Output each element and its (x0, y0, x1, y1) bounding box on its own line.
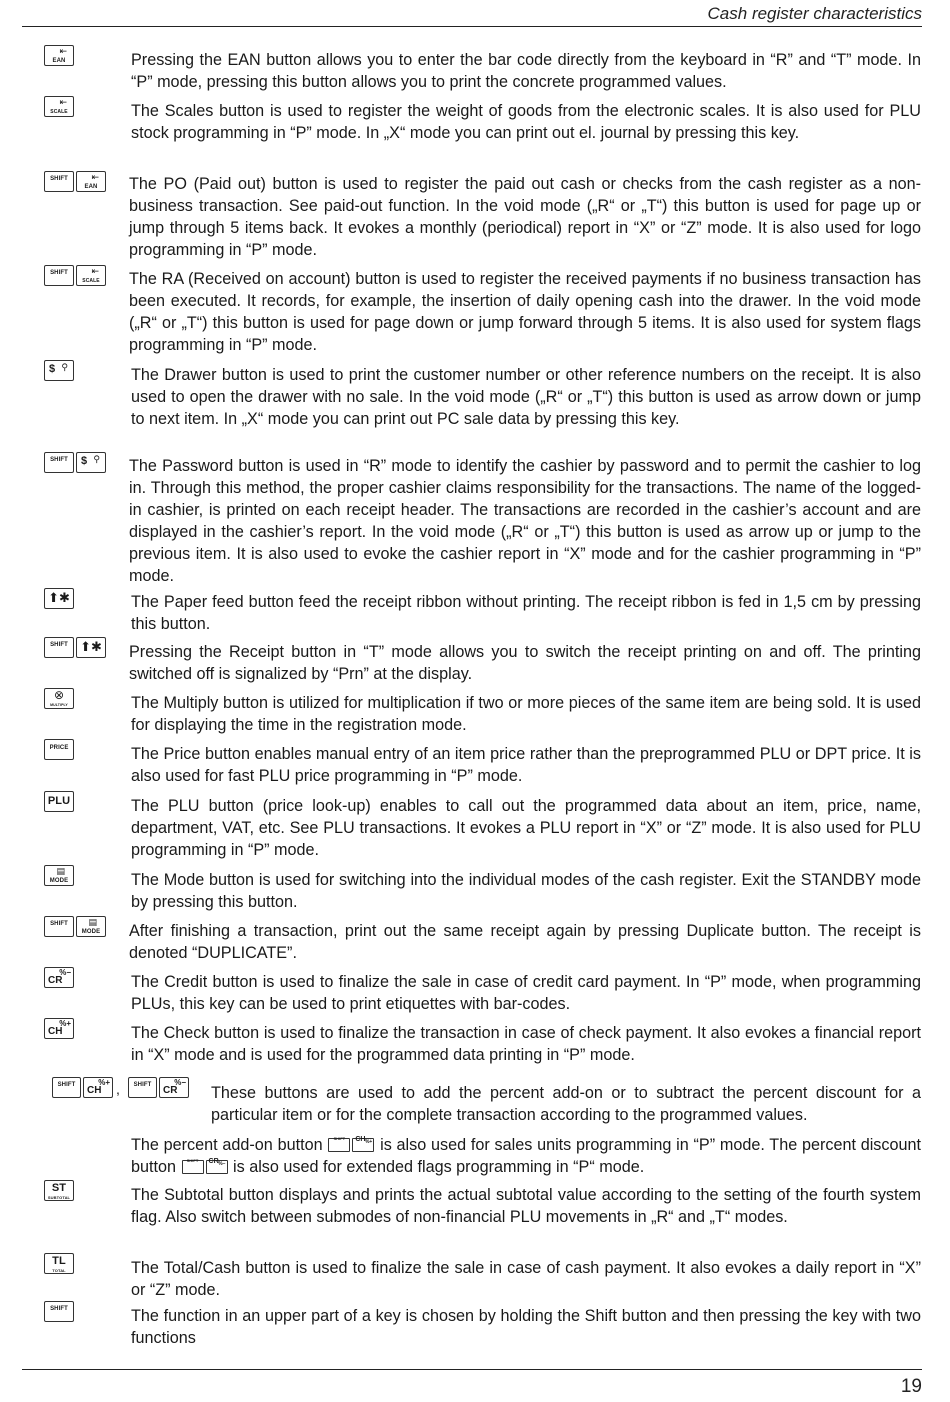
subtotal-description: The Subtotal button displays and prints the actual subtotal value according to the setting of the fourth system flag. Also switch between submodes of non-financial PLU movements in „R“ and „T“ modes. (131, 1186, 921, 1226)
key-separator: , (116, 1081, 120, 1097)
paper-feed-description: The Paper feed button feed the receipt ribbon without printing. The receipt ribbon is fed in 1,5 cm by pressing this button. (131, 593, 921, 633)
shift-key-icon: SHIFT (128, 1077, 157, 1098)
subtotal-key-icon: ST SUBTOTAL (44, 1180, 74, 1201)
shift-key-icon: SHIFT (44, 171, 74, 192)
receipt-doc-icon: ▤ (56, 866, 65, 876)
ean-description: Pressing the EAN button allows you to enter the bar code directly from the keyboard in “R” and “T” mode. In “P” mode, pressing this button allows you to print the concrete programmed values. (131, 51, 921, 91)
password-description: The Password button is used in “R” mode to identify the cashier by password and to permit the cashier to log in. Through this method, the proper cashier claims responsibility for the transactions. The name of the logged-in cashier, is printed on each receipt header. The transactions are recorded in the cashier’s account and are displayed in the cashier’s report. In the void mode („R“ or „T“) this button is used as arrow up or jump to the previous item. It is also used to evoke the cashier report in “X” mode and for the cashier programming in “P” mode. (129, 457, 921, 585)
multiply-sign-icon: ⊗ (53, 688, 65, 702)
plu-description: The PLU button (price look-up) enables to call out the programmed data about an item, price, name, department, VAT, etc. See PLU transactions. It evokes a PLU report in “X” or “Z” mode. It is also used for PLU programming in “P” mode. (131, 797, 921, 859)
percent-extra-description: The percent add-on button SHIFT %+ CH is also used for sales units programming in “P” mode. The percent discount button SHIFT %− CR is also used for extended flags programming in “P“ mode. (131, 1136, 921, 1176)
paper-feed-key-icon (44, 588, 74, 609)
feed-arrow-icon: ⬆✱ (80, 639, 102, 654)
shift-key-icon: SHIFT (52, 1077, 81, 1098)
shift-key-icon: SHIFT (44, 916, 74, 937)
paid-out-description: The PO (Paid out) button is used to register the paid out cash or checks from the cash register as a non-business transaction. See paid-out function. In the void mode („R“ or „T“) this button is used for page up or jump through 5 items back. It evokes a monthly (periodical) report in “X” or “Z” mode. It is also used for logo programming in “P” mode. (129, 175, 921, 259)
total-key-icon: TL TOTAL (44, 1253, 74, 1274)
plu-key-icon: PLU (44, 791, 74, 812)
price-key-icon: PRICE (44, 739, 74, 760)
duplicate-description: After finishing a transaction, print out the same receipt again by pressing Duplicate button. The receipt is denoted “DUPLICATE”. (129, 922, 921, 962)
inline-check-key-icon: %+ CH (352, 1138, 374, 1152)
drawer-key-icon: $ ⚲ (76, 452, 106, 473)
mode-description: The Mode button is used for switching into the individual modes of the cash register. Exit the STANDBY mode by pressing this button. (131, 871, 921, 911)
inline-shift-key-icon: SHIFT (182, 1160, 204, 1174)
ean-key-icon: ⇤ EAN (44, 45, 74, 66)
paper-feed-key-icon (76, 637, 106, 658)
ean-key-icon: ⇤ EAN (76, 171, 106, 192)
credit-description: The Credit button is used to finalize the sale in case of credit card payment. In “P” mode, when programming PLUs, this key can be used to print etiquettes with bar-codes. (131, 973, 921, 1013)
check-key-icon: %+ CH (83, 1077, 113, 1098)
drawer-key-icon: $ ⚲ (44, 360, 74, 381)
key-lock-icon: ⚲ (61, 362, 68, 372)
receipt-description: Pressing the Receipt button in “T” mode allows you to switch the receipt printing on and off. The printing switched off is signalized by “Prn” at the display. (129, 643, 921, 683)
receipt-doc-icon: ▤ (88, 917, 97, 927)
price-description: The Price button enables manual entry of an item price rather than the preprogrammed PLU or DPT price. It is also used for fast PLU price programming in “P” mode. (131, 745, 921, 785)
received-on-account-description: The RA (Received on account) button is used to register the received payments if no business transaction has been executed. It records, for example, the insertion of daily opening cash into the drawer. In the void mode („R“ or „T“) this button is used for page down or jump forward through 5 items. It is also used for system flags programming in “P” mode. (129, 270, 921, 354)
multiply-key-icon: ⊗ MULTIPLY (44, 688, 74, 709)
key-lock-icon: ⚲ (93, 454, 100, 464)
mode-key-icon: ▤ MODE (76, 916, 106, 937)
check-description: The Check button is used to finalize the transaction in case of check payment. It also evokes a financial report in “X” mode and is used for the programmed data printing in “P” mode. (131, 1024, 921, 1064)
scale-key-icon: ⇤ SCALE (76, 265, 106, 286)
page-number: 19 (900, 1376, 922, 1397)
shift-key-icon: SHIFT (44, 452, 74, 473)
drawer-description: The Drawer button is used to print the customer number or other reference numbers on the receipt. It is also used to open the drawer with no sale. In the void mode („R“ or „T“) this button is used as arrow down or jump to next item. In „X“ mode you can print out PC sale data by pressing this key. (131, 366, 921, 428)
total-description: The Total/Cash button is used to finalize the sale in case of cash payment. It also evokes a daily report in “X” or “Z” mode. (131, 1259, 921, 1299)
credit-key-icon: %− CR (159, 1077, 189, 1098)
inline-credit-key-icon: %− CR (206, 1160, 228, 1174)
check-key-icon: %+ CH (44, 1018, 74, 1039)
shift-key-icon: SHIFT (44, 1301, 74, 1322)
feed-arrow-icon: ⬆✱ (48, 590, 70, 605)
credit-key-icon: %− CR (44, 967, 74, 988)
inline-shift-key-icon: SHIFT (328, 1138, 350, 1152)
scale-description: The Scales button is used to register the weight of goods from the electronic scales. It is also used for PLU stock programming in “P” mode. In „X“ mode you can print out el. journal by pressing this key. (131, 102, 921, 142)
page-header-title: Cash register characteristics (707, 4, 922, 23)
percent-description: These buttons are used to add the percent add-on or to subtract the percent discount for a particular item or for the complete transaction according to the programmed values. (211, 1084, 921, 1124)
header-divider (22, 26, 922, 27)
shift-key-icon: SHIFT (44, 265, 74, 286)
shift-description: The function in an upper part of a key is chosen by holding the Shift button and then pressing the key with two functions (131, 1307, 921, 1347)
multiply-description: The Multiply button is utilized for multiplication if two or more pieces of the same item are being sold. It is used for displaying the time in the registration mode. (131, 694, 921, 734)
footer-divider (22, 1369, 922, 1370)
shift-key-icon: SHIFT (44, 637, 74, 658)
mode-key-icon: ▤ MODE (44, 865, 74, 886)
scale-key-icon: ⇤ SCALE (44, 96, 74, 117)
